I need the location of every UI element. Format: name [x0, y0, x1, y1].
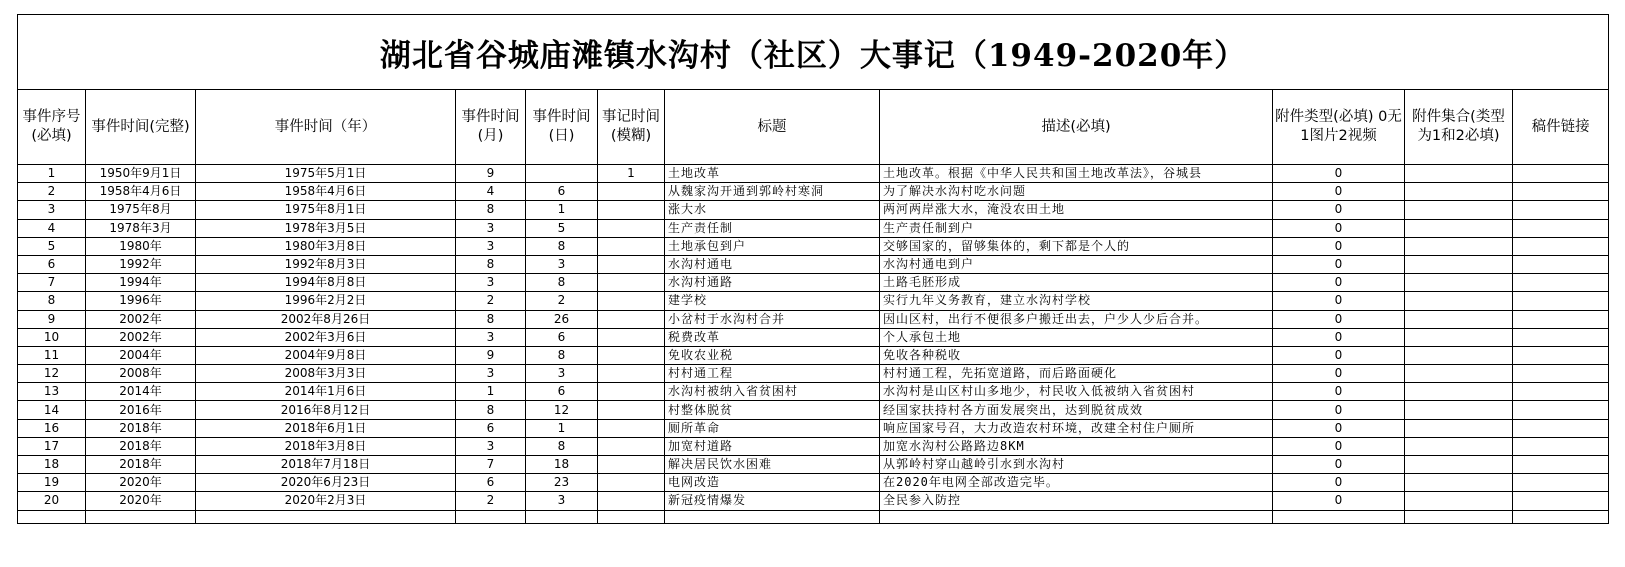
cell-desc[interactable]: 个人承包土地 — [880, 328, 1273, 346]
cell-fuzzy[interactable] — [598, 419, 665, 437]
table-row — [18, 328, 1609, 346]
cell-fuzzy[interactable] — [598, 474, 665, 492]
cell-seq[interactable]: 12 — [18, 365, 86, 383]
cell-day[interactable]: 6 — [526, 183, 598, 201]
cell-desc[interactable]: 经国家扶持村各方面发展突出，达到脱贫成效 — [880, 401, 1273, 419]
cell-link[interactable] — [1513, 401, 1609, 419]
cell-aset[interactable] — [1405, 383, 1513, 401]
cell-full[interactable]: 1992年 — [86, 255, 196, 273]
table-row — [18, 310, 1609, 328]
cell-fuzzy[interactable] — [598, 437, 665, 455]
cell-seq[interactable]: 9 — [18, 310, 86, 328]
cell-aset[interactable] — [1405, 255, 1513, 273]
cell-year[interactable]: 1994年8月8日 — [196, 274, 456, 292]
cell-fuzzy[interactable] — [598, 401, 665, 419]
cell-seq[interactable]: 13 — [18, 383, 86, 401]
cell-title[interactable]: 厕所革命 — [665, 419, 880, 437]
cell-year[interactable]: 2020年6月23日 — [196, 474, 456, 492]
cell-fuzzy[interactable] — [598, 201, 665, 219]
cell-aset[interactable] — [1405, 456, 1513, 474]
empty-cell[interactable] — [665, 510, 880, 523]
cell-desc[interactable]: 加宽水沟村公路路边8KM — [880, 437, 1273, 455]
cell-link[interactable] — [1513, 292, 1609, 310]
cell-day[interactable]: 12 — [526, 401, 598, 419]
column-header-link[interactable]: 稿件链接 — [1513, 90, 1609, 165]
cell-atype[interactable]: 0 — [1273, 365, 1405, 383]
table-row — [18, 183, 1609, 201]
table-row — [18, 237, 1609, 255]
cell-full[interactable]: 2018年 — [86, 456, 196, 474]
cell-day[interactable]: 3 — [526, 492, 598, 510]
cell-day[interactable]: 8 — [526, 274, 598, 292]
cell-year[interactable]: 2002年3月6日 — [196, 328, 456, 346]
table-row — [18, 201, 1609, 219]
table-row — [18, 219, 1609, 237]
cell-link[interactable] — [1513, 310, 1609, 328]
cell-month[interactable]: 1 — [456, 383, 526, 401]
cell-title[interactable]: 土地改革 — [665, 165, 880, 183]
cell-desc[interactable]: 因山区村，出行不便很多户搬迁出去，户少人少后合并。 — [880, 310, 1273, 328]
cell-atype[interactable]: 0 — [1273, 492, 1405, 510]
cell-desc[interactable]: 土路毛胚形成 — [880, 274, 1273, 292]
cell-fuzzy[interactable] — [598, 219, 665, 237]
cell-desc[interactable]: 水沟村是山区村山多地少，村民收入低被纳入省贫困村 — [880, 383, 1273, 401]
cell-seq[interactable]: 11 — [18, 346, 86, 364]
cell-year[interactable]: 1980年3月8日 — [196, 237, 456, 255]
cell-atype[interactable]: 0 — [1273, 165, 1405, 183]
cell-fuzzy[interactable] — [598, 183, 665, 201]
cell-aset[interactable] — [1405, 165, 1513, 183]
cell-seq[interactable]: 20 — [18, 492, 86, 510]
cell-link[interactable] — [1513, 437, 1609, 455]
cell-desc[interactable]: 从郭岭村穿山越岭引水到水沟村 — [880, 456, 1273, 474]
cell-link[interactable] — [1513, 274, 1609, 292]
cell-full[interactable]: 2018年 — [86, 419, 196, 437]
cell-full[interactable]: 2002年 — [86, 310, 196, 328]
empty-cell[interactable] — [1405, 510, 1513, 523]
cell-fuzzy[interactable] — [598, 310, 665, 328]
cell-seq[interactable]: 4 — [18, 219, 86, 237]
cell-month[interactable]: 3 — [456, 365, 526, 383]
cell-fuzzy[interactable] — [598, 328, 665, 346]
cell-link[interactable] — [1513, 383, 1609, 401]
cell-full[interactable]: 1975年8月 — [86, 201, 196, 219]
cell-fuzzy[interactable] — [598, 346, 665, 364]
cell-day[interactable]: 5 — [526, 219, 598, 237]
cell-link[interactable] — [1513, 165, 1609, 183]
cell-day[interactable]: 1 — [526, 201, 598, 219]
cell-atype[interactable]: 0 — [1273, 237, 1405, 255]
table-row — [18, 346, 1609, 364]
cell-aset[interactable] — [1405, 237, 1513, 255]
cell-seq[interactable]: 19 — [18, 474, 86, 492]
cell-atype[interactable]: 0 — [1273, 456, 1405, 474]
cell-link[interactable] — [1513, 492, 1609, 510]
cell-link[interactable] — [1513, 456, 1609, 474]
cell-title[interactable]: 新冠疫情爆发 — [665, 492, 880, 510]
cell-title[interactable]: 水沟村通路 — [665, 274, 880, 292]
cell-full[interactable]: 1958年4月6日 — [86, 183, 196, 201]
cell-desc[interactable]: 村村通工程，先拓宽道路，而后路面硬化 — [880, 365, 1273, 383]
table-row — [18, 292, 1609, 310]
cell-seq[interactable]: 3 — [18, 201, 86, 219]
cell-desc[interactable]: 在2020年电网全部改造完毕。 — [880, 474, 1273, 492]
table-row — [18, 401, 1609, 419]
chronicle-table — [17, 14, 1609, 524]
cell-month[interactable]: 2 — [456, 492, 526, 510]
cell-month[interactable]: 8 — [456, 310, 526, 328]
cell-atype[interactable]: 0 — [1273, 328, 1405, 346]
cell-link[interactable] — [1513, 255, 1609, 273]
cell-year[interactable]: 2018年6月1日 — [196, 419, 456, 437]
table-row — [18, 492, 1609, 510]
cell-atype[interactable]: 0 — [1273, 219, 1405, 237]
cell-link[interactable] — [1513, 201, 1609, 219]
cell-link[interactable] — [1513, 346, 1609, 364]
cell-link[interactable] — [1513, 328, 1609, 346]
cell-full[interactable]: 2018年 — [86, 437, 196, 455]
cell-link[interactable] — [1513, 365, 1609, 383]
empty-cell[interactable] — [1273, 510, 1405, 523]
cell-atype[interactable]: 0 — [1273, 474, 1405, 492]
cell-aset[interactable] — [1405, 365, 1513, 383]
cell-full[interactable]: 2020年 — [86, 474, 196, 492]
table-row — [18, 365, 1609, 383]
cell-fuzzy[interactable] — [598, 237, 665, 255]
cell-seq[interactable]: 1 — [18, 165, 86, 183]
cell-day[interactable]: 8 — [526, 237, 598, 255]
cell-desc[interactable]: 水沟村通电到户 — [880, 255, 1273, 273]
cell-title[interactable]: 小岔村于水沟村合并 — [665, 310, 880, 328]
cell-title[interactable]: 水沟村通电 — [665, 255, 880, 273]
cell-full[interactable]: 2020年 — [86, 492, 196, 510]
cell-title[interactable]: 村村通工程 — [665, 365, 880, 383]
empty-cell[interactable] — [1513, 510, 1609, 523]
cell-seq[interactable]: 5 — [18, 237, 86, 255]
cell-day[interactable] — [526, 165, 598, 183]
header-row — [18, 90, 1609, 165]
cell-month[interactable]: 3 — [456, 237, 526, 255]
cell-year[interactable]: 1958年4月6日 — [196, 183, 456, 201]
cell-seq[interactable]: 16 — [18, 419, 86, 437]
cell-year[interactable]: 2004年9月8日 — [196, 346, 456, 364]
cell-title[interactable]: 涨大水 — [665, 201, 880, 219]
cell-link[interactable] — [1513, 419, 1609, 437]
cell-month[interactable]: 4 — [456, 183, 526, 201]
cell-month[interactable]: 7 — [456, 456, 526, 474]
cell-day[interactable]: 2 — [526, 292, 598, 310]
cell-atype[interactable]: 0 — [1273, 255, 1405, 273]
cell-year[interactable]: 2018年3月8日 — [196, 437, 456, 455]
empty-cell[interactable] — [526, 510, 598, 523]
column-header-day[interactable]: 事件时间(日) — [526, 90, 598, 165]
empty-cell[interactable] — [598, 510, 665, 523]
cell-month[interactable]: 3 — [456, 274, 526, 292]
cell-atype[interactable]: 0 — [1273, 346, 1405, 364]
cell-day[interactable]: 23 — [526, 474, 598, 492]
cell-day[interactable]: 3 — [526, 255, 598, 273]
cell-fuzzy[interactable] — [598, 292, 665, 310]
table-row — [18, 255, 1609, 273]
cell-aset[interactable] — [1405, 346, 1513, 364]
table-row — [18, 274, 1609, 292]
cell-month[interactable]: 2 — [456, 292, 526, 310]
cell-title[interactable]: 免收农业税 — [665, 346, 880, 364]
cell-aset[interactable] — [1405, 310, 1513, 328]
table-row — [18, 383, 1609, 401]
cell-fuzzy[interactable] — [598, 274, 665, 292]
cell-fuzzy[interactable] — [598, 492, 665, 510]
cell-month[interactable]: 8 — [456, 201, 526, 219]
table-row — [18, 437, 1609, 455]
cell-year[interactable]: 1975年8月1日 — [196, 201, 456, 219]
cell-title[interactable]: 加宽村道路 — [665, 437, 880, 455]
cell-aset[interactable] — [1405, 401, 1513, 419]
cell-atype[interactable]: 0 — [1273, 437, 1405, 455]
column-header-atype[interactable]: 附件类型(必填) 0无1图片2视频 — [1273, 90, 1405, 165]
cell-month[interactable]: 9 — [456, 165, 526, 183]
cell-month[interactable]: 9 — [456, 346, 526, 364]
cell-day[interactable]: 26 — [526, 310, 598, 328]
table-row — [18, 165, 1609, 183]
column-header-title[interactable]: 标题 — [665, 90, 880, 165]
cell-aset[interactable] — [1405, 219, 1513, 237]
cell-desc[interactable]: 全民参入防控 — [880, 492, 1273, 510]
cell-aset[interactable] — [1405, 492, 1513, 510]
cell-title[interactable]: 电网改造 — [665, 474, 880, 492]
cell-link[interactable] — [1513, 237, 1609, 255]
cell-day[interactable]: 18 — [526, 456, 598, 474]
cell-title[interactable]: 从魏家沟开通到郭岭村寒洞 — [665, 183, 880, 201]
cell-atype[interactable]: 0 — [1273, 292, 1405, 310]
cell-full[interactable]: 2008年 — [86, 365, 196, 383]
cell-desc[interactable]: 两河两岸涨大水，淹没农田土地 — [880, 201, 1273, 219]
cell-atype[interactable]: 0 — [1273, 274, 1405, 292]
cell-aset[interactable] — [1405, 274, 1513, 292]
cell-title[interactable]: 土地承包到户 — [665, 237, 880, 255]
cell-day[interactable]: 3 — [526, 365, 598, 383]
cell-month[interactable]: 8 — [456, 255, 526, 273]
cell-month[interactable]: 3 — [456, 328, 526, 346]
cell-desc[interactable]: 为了解决水沟村吃水问题 — [880, 183, 1273, 201]
cell-seq[interactable]: 8 — [18, 292, 86, 310]
cell-full[interactable]: 1980年 — [86, 237, 196, 255]
cell-title[interactable]: 解决居民饮水困难 — [665, 456, 880, 474]
cell-desc[interactable]: 响应国家号召，大力改造农村环境，改建全村住户厕所 — [880, 419, 1273, 437]
cell-atype[interactable]: 0 — [1273, 201, 1405, 219]
cell-year[interactable]: 2018年7月18日 — [196, 456, 456, 474]
column-header-aset[interactable]: 附件集合(类型为1和2必填) — [1405, 90, 1513, 165]
cell-fuzzy[interactable]: 1 — [598, 165, 665, 183]
cell-year[interactable]: 2002年8月26日 — [196, 310, 456, 328]
cell-full[interactable]: 1978年3月 — [86, 219, 196, 237]
cell-day[interactable]: 1 — [526, 419, 598, 437]
cell-title[interactable]: 税费改革 — [665, 328, 880, 346]
cell-aset[interactable] — [1405, 474, 1513, 492]
cell-year[interactable]: 2008年3月3日 — [196, 365, 456, 383]
cell-aset[interactable] — [1405, 201, 1513, 219]
column-header-month[interactable]: 事件时间(月) — [456, 90, 526, 165]
cell-day[interactable]: 6 — [526, 328, 598, 346]
cell-year[interactable]: 1992年8月3日 — [196, 255, 456, 273]
cell-full[interactable]: 2014年 — [86, 383, 196, 401]
spreadsheet — [17, 14, 1608, 524]
column-header-year[interactable]: 事件时间（年） — [196, 90, 456, 165]
cell-month[interactable]: 3 — [456, 219, 526, 237]
cell-month[interactable]: 3 — [456, 437, 526, 455]
cell-link[interactable] — [1513, 219, 1609, 237]
cell-desc[interactable]: 土地改革。根据《中华人民共和国土地改革法》，谷城县 — [880, 165, 1273, 183]
cell-seq[interactable]: 7 — [18, 274, 86, 292]
column-header-full[interactable]: 事件时间(完整) — [86, 90, 196, 165]
cell-year[interactable]: 2016年8月12日 — [196, 401, 456, 419]
cell-aset[interactable] — [1405, 328, 1513, 346]
empty-cell[interactable] — [880, 510, 1273, 523]
cell-seq[interactable]: 6 — [18, 255, 86, 273]
cell-fuzzy[interactable] — [598, 255, 665, 273]
cell-aset[interactable] — [1405, 292, 1513, 310]
cell-desc[interactable]: 交够国家的，留够集体的，剩下都是个人的 — [880, 237, 1273, 255]
cell-full[interactable]: 1950年9月1日 — [86, 165, 196, 183]
column-header-desc[interactable]: 描述(必填) — [880, 90, 1273, 165]
cell-aset[interactable] — [1405, 183, 1513, 201]
cell-seq[interactable]: 14 — [18, 401, 86, 419]
page-title[interactable]: 湖北省谷城庙滩镇水沟村（社区）大事记（1949-2020年） — [18, 15, 1609, 90]
cell-atype[interactable]: 0 — [1273, 183, 1405, 201]
cell-year[interactable]: 1996年2月2日 — [196, 292, 456, 310]
cell-full[interactable]: 2004年 — [86, 346, 196, 364]
cell-full[interactable]: 2002年 — [86, 328, 196, 346]
cell-desc[interactable]: 免收各种税收 — [880, 346, 1273, 364]
cell-link[interactable] — [1513, 183, 1609, 201]
cell-aset[interactable] — [1405, 419, 1513, 437]
cell-atype[interactable]: 0 — [1273, 310, 1405, 328]
table-row — [18, 419, 1609, 437]
cell-full[interactable]: 2016年 — [86, 401, 196, 419]
cell-link[interactable] — [1513, 474, 1609, 492]
cell-year[interactable]: 1978年3月5日 — [196, 219, 456, 237]
column-header-fuzzy[interactable]: 事记时间(模糊) — [598, 90, 665, 165]
cell-year[interactable]: 1975年5月1日 — [196, 165, 456, 183]
table-row — [18, 474, 1609, 492]
cell-title[interactable]: 建学校 — [665, 292, 880, 310]
column-header-seq[interactable]: 事件序号(必填) — [18, 90, 86, 165]
cell-month[interactable]: 8 — [456, 401, 526, 419]
cell-month[interactable]: 6 — [456, 419, 526, 437]
cell-month[interactable]: 6 — [456, 474, 526, 492]
cell-day[interactable]: 6 — [526, 383, 598, 401]
cell-title[interactable]: 村整体脱贫 — [665, 401, 880, 419]
empty-row — [18, 510, 1609, 523]
table-row — [18, 456, 1609, 474]
empty-cell[interactable] — [86, 510, 196, 523]
cell-desc[interactable]: 实行九年义务教育，建立水沟村学校 — [880, 292, 1273, 310]
cell-seq[interactable]: 18 — [18, 456, 86, 474]
cell-fuzzy[interactable] — [598, 365, 665, 383]
empty-cell[interactable] — [18, 510, 86, 523]
cell-atype[interactable]: 0 — [1273, 419, 1405, 437]
cell-year[interactable]: 2014年1月6日 — [196, 383, 456, 401]
cell-atype[interactable]: 0 — [1273, 383, 1405, 401]
cell-fuzzy[interactable] — [598, 383, 665, 401]
cell-title[interactable]: 水沟村被纳入省贫困村 — [665, 383, 880, 401]
cell-title[interactable]: 生产责任制 — [665, 219, 880, 237]
cell-full[interactable]: 1996年 — [86, 292, 196, 310]
cell-aset[interactable] — [1405, 437, 1513, 455]
cell-seq[interactable]: 2 — [18, 183, 86, 201]
cell-seq[interactable]: 10 — [18, 328, 86, 346]
cell-seq[interactable]: 17 — [18, 437, 86, 455]
empty-cell[interactable] — [456, 510, 526, 523]
cell-desc[interactable]: 生产责任制到户 — [880, 219, 1273, 237]
empty-cell[interactable] — [196, 510, 456, 523]
cell-year[interactable]: 2020年2月3日 — [196, 492, 456, 510]
cell-day[interactable]: 8 — [526, 346, 598, 364]
cell-atype[interactable]: 0 — [1273, 401, 1405, 419]
cell-full[interactable]: 1994年 — [86, 274, 196, 292]
cell-fuzzy[interactable] — [598, 456, 665, 474]
cell-day[interactable]: 8 — [526, 437, 598, 455]
